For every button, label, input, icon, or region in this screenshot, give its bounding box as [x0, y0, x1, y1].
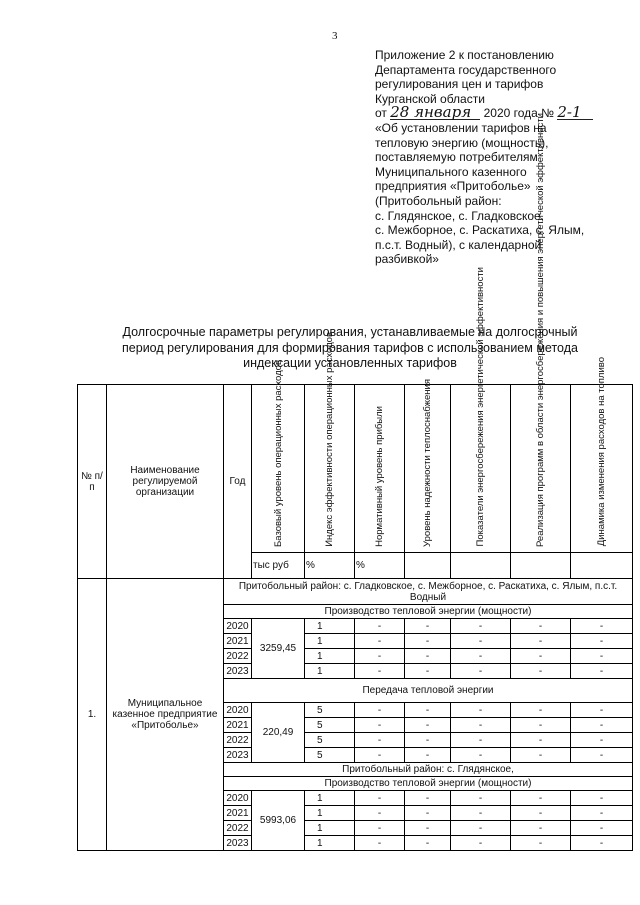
year-cell: 2022: [224, 649, 252, 664]
base-cost-cell: 3259,45: [252, 619, 305, 679]
value-cell: -: [405, 791, 451, 806]
unit-profit: %: [355, 553, 405, 579]
value-cell: -: [511, 733, 571, 748]
value-cell: -: [571, 806, 633, 821]
value-cell: -: [355, 836, 405, 851]
value-cell: -: [451, 836, 511, 851]
year-cell: 2021: [224, 634, 252, 649]
unit-empty: [451, 553, 511, 579]
header-reliability-text: Уровень надежности теплоснабжения: [422, 378, 433, 547]
header-year: Год: [224, 385, 252, 579]
value-cell: -: [405, 619, 451, 634]
value-cell: -: [451, 649, 511, 664]
value-cell: -: [511, 664, 571, 679]
value-cell: -: [511, 748, 571, 763]
header-index-text: Индекс эффективности операционных расходов: [324, 331, 335, 547]
index-cell: 5: [305, 718, 355, 733]
header-energy: [451, 267, 511, 553]
appendix-subject-line: Муниципального казенного: [375, 164, 527, 179]
base-cost-cell: 220,49: [252, 703, 305, 763]
value-cell: -: [511, 619, 571, 634]
value-cell: -: [511, 791, 571, 806]
row-number: 1.: [78, 579, 107, 851]
value-cell: -: [355, 733, 405, 748]
title-line: Долгосрочные параметры регулирования, устанавливаемые на долгосрочный: [122, 325, 578, 339]
index-cell: 1: [305, 619, 355, 634]
appendix-line: Приложение 2 к постановлению: [375, 48, 554, 62]
index-cell: 5: [305, 733, 355, 748]
appendix-subject-line: с. Глядянское, с. Гладковское,: [375, 208, 545, 223]
transmission-label: Передача тепловой энергии: [224, 679, 633, 703]
value-cell: -: [405, 748, 451, 763]
value-cell: -: [405, 836, 451, 851]
title-line: период регулирования для формирования тарифов с использованием метода: [122, 340, 578, 355]
appendix-line: Департамента государственного: [375, 62, 557, 77]
appendix-line: Курганской области: [375, 91, 485, 106]
value-cell: -: [355, 649, 405, 664]
value-cell: -: [571, 791, 633, 806]
appendix-subject-line: (Притобольный район:: [375, 193, 502, 208]
value-cell: -: [405, 733, 451, 748]
value-cell: -: [405, 664, 451, 679]
value-cell: -: [511, 703, 571, 718]
index-cell: 5: [305, 748, 355, 763]
appendix-subject-line: поставляемую потребителям: [375, 150, 538, 165]
value-cell: -: [355, 791, 405, 806]
value-cell: -: [511, 718, 571, 733]
header-base-text: Базовый уровень операционных расходов: [272, 359, 284, 547]
value-cell: -: [405, 634, 451, 649]
document-title: [95, 325, 605, 372]
value-cell: -: [451, 718, 511, 733]
value-cell: -: [355, 748, 405, 763]
year-cell: 2023: [224, 748, 252, 763]
index-cell: 1: [305, 806, 355, 821]
value-cell: -: [451, 634, 511, 649]
title-line: индексации установленных тарифов: [243, 356, 457, 370]
area1-label: Притобольный район: с. Гладковское, с. Межборное, с. Раскатиха, с. Ялым, п.с.т. Водный: [224, 579, 633, 605]
appendix-subject-line: с. Межборное, с. Раскатиха, с. Ялым,: [375, 223, 585, 238]
unit-empty: [571, 553, 633, 579]
value-cell: -: [405, 821, 451, 836]
year-cell: 2021: [224, 806, 252, 821]
index-cell: 1: [305, 634, 355, 649]
value-cell: -: [571, 703, 633, 718]
value-cell: -: [511, 806, 571, 821]
unit-index: %: [305, 553, 355, 579]
index-cell: 1: [305, 791, 355, 806]
appendix-subject-line: разбивкой»: [375, 252, 439, 267]
value-cell: -: [511, 836, 571, 851]
value-cell: -: [355, 634, 405, 649]
index-cell: 1: [305, 664, 355, 679]
appendix-subject-line: п.с.т. Водный), с календарной: [375, 237, 542, 252]
value-cell: -: [571, 748, 633, 763]
year-cell: 2021: [224, 718, 252, 733]
appendix-subject-line: тепловую энергию (мощность),: [375, 135, 549, 150]
page-number: 3: [332, 30, 338, 42]
value-cell: -: [405, 806, 451, 821]
year-cell: 2020: [224, 791, 252, 806]
handwritten-number: 2-1: [557, 106, 593, 120]
production-label: Производство тепловой энергии (мощности): [224, 777, 633, 791]
value-cell: -: [451, 821, 511, 836]
handwritten-date: 28 января: [390, 106, 480, 120]
value-cell: -: [451, 748, 511, 763]
index-cell: 1: [305, 649, 355, 664]
index-cell: 1: [305, 821, 355, 836]
value-cell: -: [405, 718, 451, 733]
appendix-subject-line: «Об установлении тарифов на: [375, 120, 547, 135]
unit-base: тыс руб: [252, 553, 305, 579]
value-cell: -: [405, 649, 451, 664]
area2-label: Притобольный район: с. Глядянское,: [224, 763, 633, 777]
appendix-date-line: [375, 103, 615, 122]
value-cell: -: [451, 791, 511, 806]
header-reliability: [405, 378, 451, 553]
value-cell: -: [355, 619, 405, 634]
header-base: [252, 359, 305, 553]
value-cell: -: [511, 821, 571, 836]
header-num: № п/п: [78, 385, 107, 579]
index-cell: 5: [305, 703, 355, 718]
header-fuel-text: Динамика изменения расходов на топливо: [596, 357, 607, 547]
value-cell: -: [355, 664, 405, 679]
value-cell: -: [355, 718, 405, 733]
unit-empty: [511, 553, 571, 579]
base-cost-cell: 5993,06: [252, 791, 305, 851]
org-name: Муниципальное казенное предприятие «Притоболье»: [107, 579, 224, 851]
value-cell: -: [451, 703, 511, 718]
appendix-subject-line: предприятия «Притоболье»: [375, 179, 531, 194]
year-cell: 2020: [224, 619, 252, 634]
appendix-block: [375, 48, 615, 267]
year-cell: 2022: [224, 821, 252, 836]
value-cell: -: [451, 664, 511, 679]
value-cell: -: [355, 821, 405, 836]
date-suffix: 2020 года №: [483, 106, 555, 121]
header-profit: [355, 385, 405, 553]
value-cell: -: [571, 718, 633, 733]
appendix-line: регулирования цен и тарифов: [375, 77, 544, 92]
index-cell: 1: [305, 836, 355, 851]
value-cell: -: [355, 703, 405, 718]
header-programs-text: Реализация программ в области энергосбережения и повышения энергетической эффективности: [535, 112, 546, 547]
value-cell: -: [571, 664, 633, 679]
header-fuel: [571, 357, 633, 553]
value-cell: -: [571, 821, 633, 836]
value-cell: -: [451, 619, 511, 634]
value-cell: -: [571, 649, 633, 664]
value-cell: -: [451, 806, 511, 821]
header-row: [78, 385, 633, 553]
value-cell: -: [571, 619, 633, 634]
year-cell: 2020: [224, 703, 252, 718]
year-cell: 2023: [224, 836, 252, 851]
header-org: Наименование регулируемой организации: [107, 385, 224, 579]
value-cell: -: [511, 649, 571, 664]
header-energy-text: Показатели энергосбережения энергетической эффективности: [475, 267, 486, 547]
value-cell: -: [405, 703, 451, 718]
header-profit-text: Нормативный уровень прибыли: [374, 405, 385, 547]
year-cell: 2023: [224, 664, 252, 679]
unit-empty: [405, 553, 451, 579]
header-index: [305, 331, 355, 553]
value-cell: -: [355, 806, 405, 821]
value-cell: -: [511, 634, 571, 649]
year-cell: 2022: [224, 733, 252, 748]
date-prefix: от: [375, 106, 387, 121]
value-cell: -: [571, 733, 633, 748]
area1-row: [78, 579, 633, 605]
value-cell: -: [451, 733, 511, 748]
value-cell: -: [571, 836, 633, 851]
header-programs: [511, 112, 571, 553]
value-cell: -: [571, 634, 633, 649]
production-label: Производство тепловой энергии (мощности): [224, 605, 633, 619]
